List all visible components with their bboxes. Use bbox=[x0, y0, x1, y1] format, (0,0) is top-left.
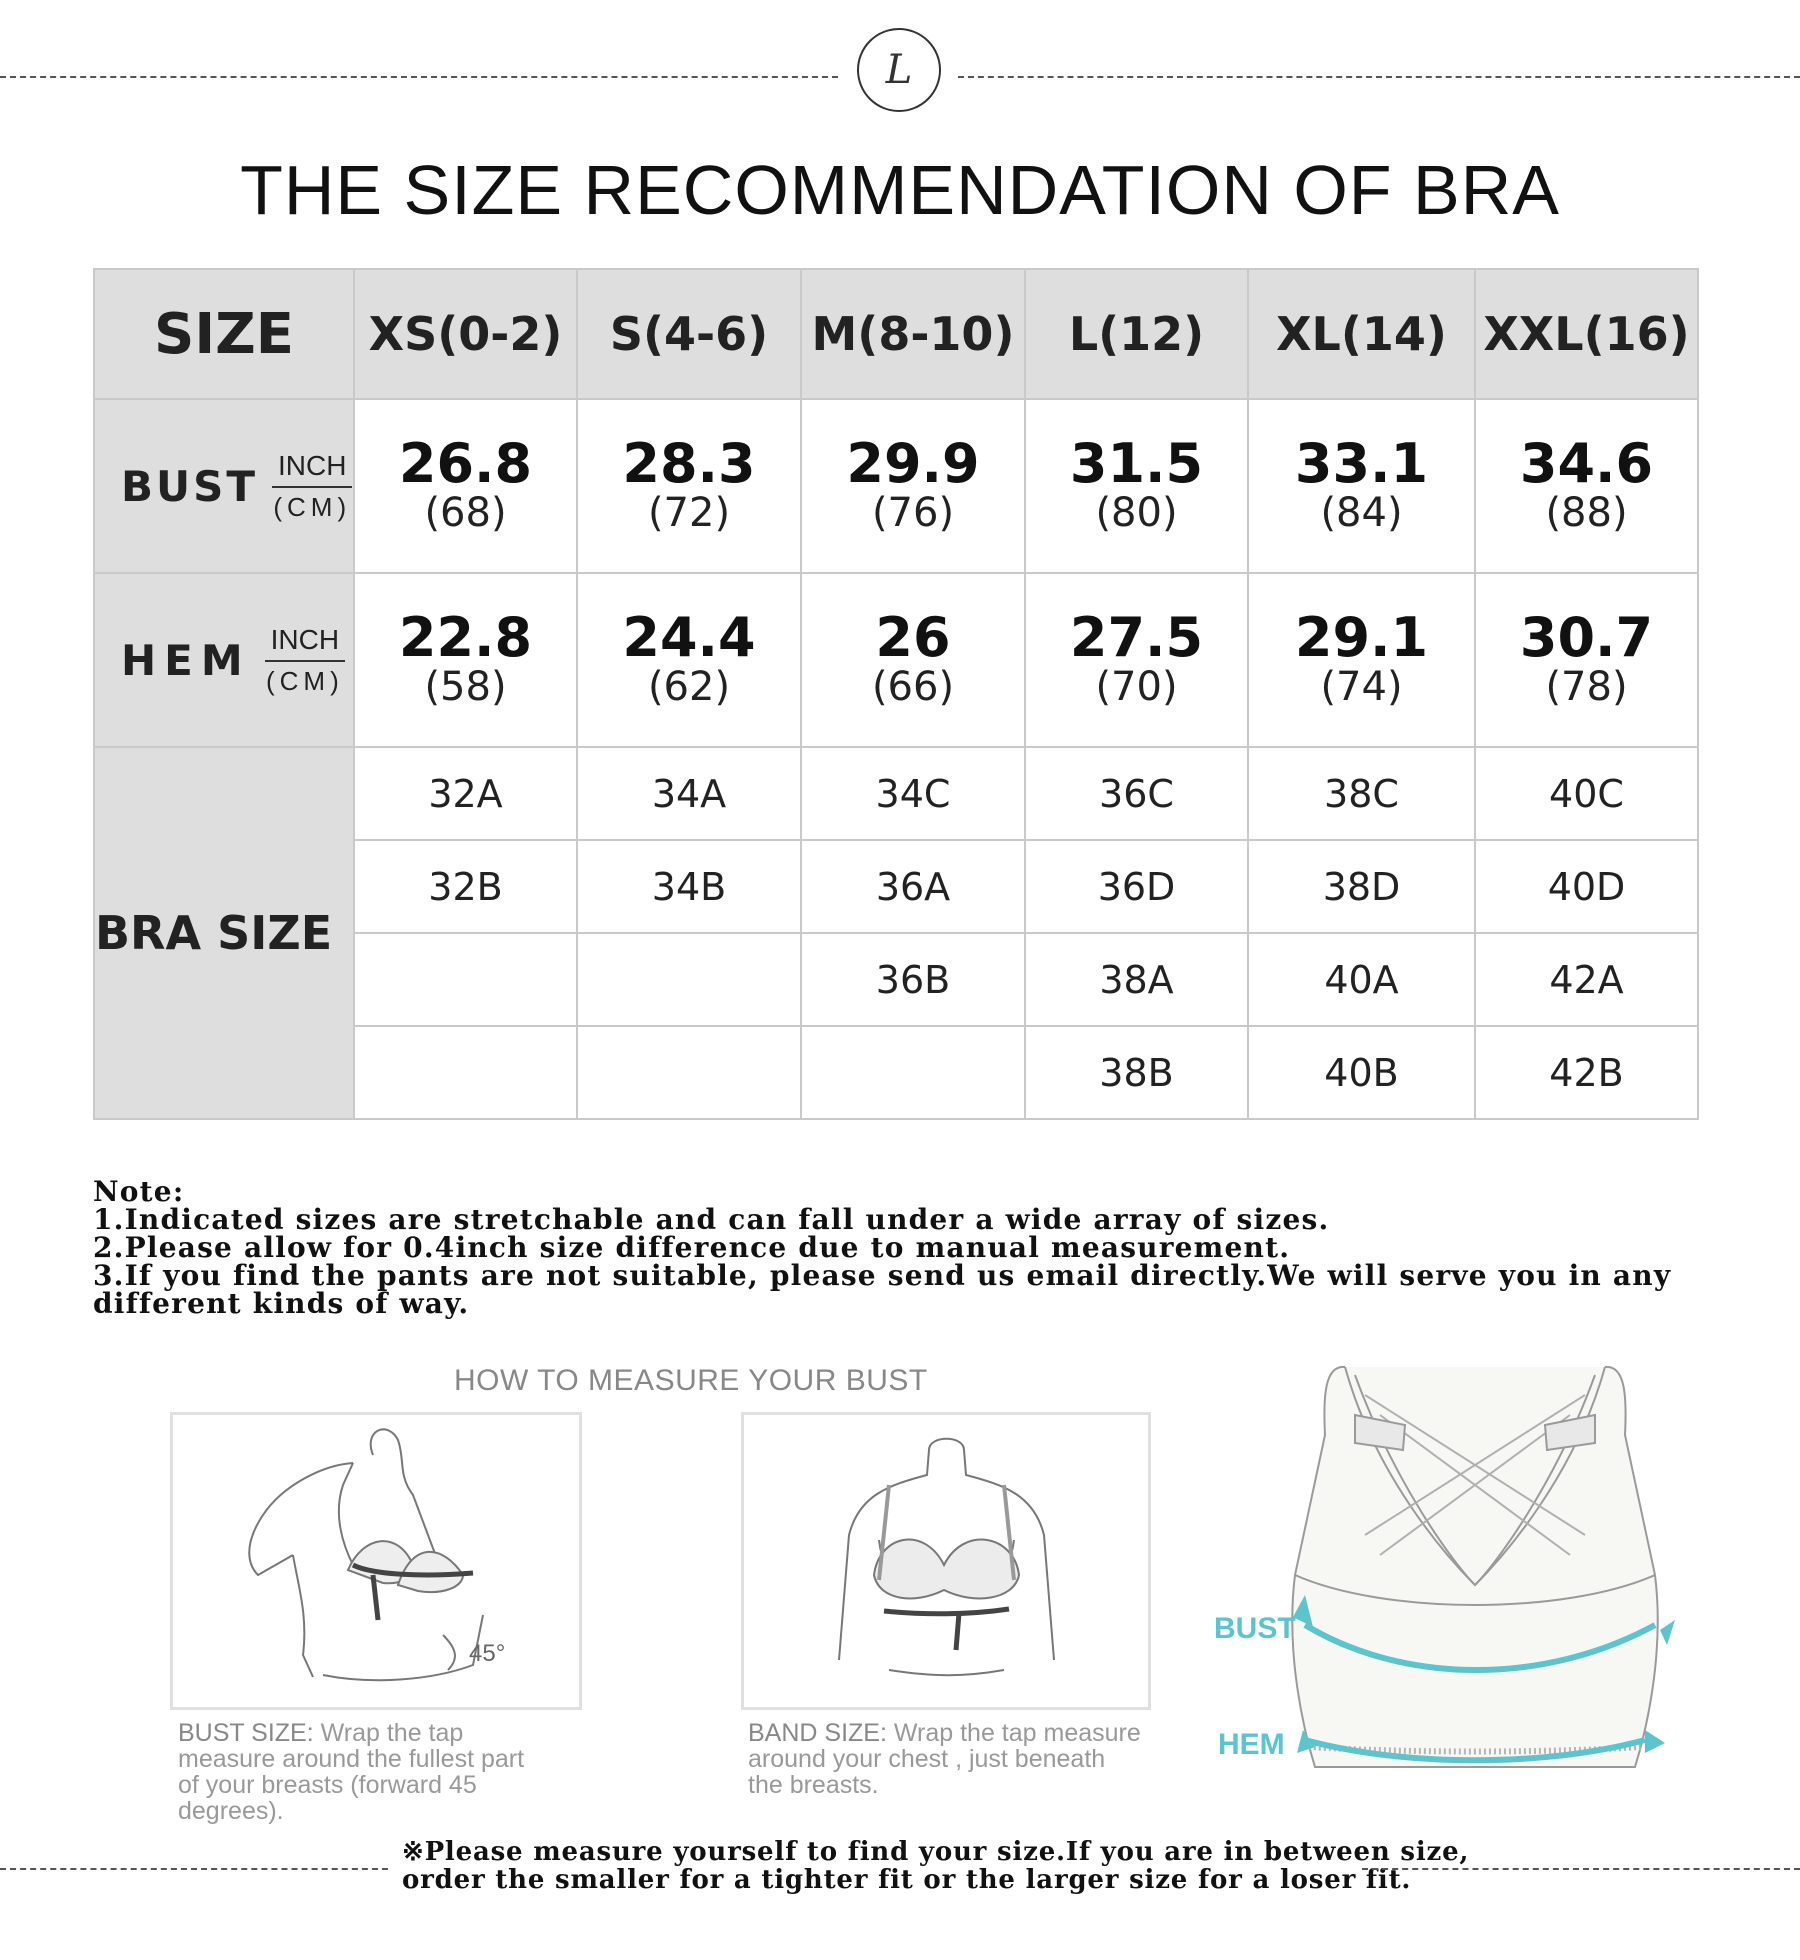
hem-cm-value: (58) bbox=[424, 664, 507, 710]
hem-cell bbox=[354, 573, 577, 747]
bust-caption-line: of your breasts (forward 45 bbox=[178, 1771, 477, 1799]
band-caption-line: Wrap the tap measure bbox=[886, 1719, 1141, 1747]
bust-measure-panel bbox=[170, 1412, 582, 1710]
bust-unit bbox=[272, 450, 352, 523]
header-divider-left bbox=[0, 76, 838, 78]
hem-inch-value: 30.7 bbox=[1519, 606, 1654, 669]
header-divider-right bbox=[958, 76, 1800, 78]
band-caption-title: BAND SIZE: bbox=[748, 1719, 887, 1747]
bra-size-cell: 34B bbox=[577, 840, 801, 933]
bra-size-row bbox=[94, 747, 1698, 840]
size-s: S(4-6) bbox=[577, 269, 801, 399]
bust-cm-value: (76) bbox=[871, 490, 955, 536]
bra-size-cell: 38C bbox=[1248, 747, 1475, 840]
bust-inch-value: 34.6 bbox=[1519, 432, 1654, 495]
bust-cell bbox=[577, 399, 801, 573]
diagram-hem-label: HEM bbox=[1218, 1728, 1285, 1761]
size-xxl: XXL(16) bbox=[1475, 269, 1698, 399]
size-m: M(8-10) bbox=[801, 269, 1025, 399]
bust-unit-cm: (CM) bbox=[273, 491, 352, 522]
bust-cell bbox=[801, 399, 1025, 573]
footer-line: order the smaller for a tighter fit or the larger size for a loser fit. bbox=[402, 1865, 1412, 1895]
bra-size-cell bbox=[354, 933, 577, 1026]
bra-diagram bbox=[1205, 1355, 1745, 1775]
bust-caption-line: degrees). bbox=[178, 1797, 284, 1825]
bust-cm-value: (84) bbox=[1320, 490, 1403, 536]
hem-unit-inch: INCH bbox=[265, 624, 345, 662]
bust-inch-value: 29.9 bbox=[846, 432, 980, 495]
footer-note bbox=[402, 1838, 1469, 1894]
bra-size-cell: 40D bbox=[1475, 840, 1698, 933]
band-measure-illustration bbox=[744, 1415, 1148, 1707]
note-item: 2.Please allow for 0.4inch size difference due to manual measurement. bbox=[93, 1231, 1291, 1264]
brand-logo bbox=[857, 28, 941, 112]
size-table bbox=[93, 268, 1699, 1120]
hem-cm-value: (62) bbox=[647, 664, 731, 710]
notes-block bbox=[93, 1175, 1733, 1320]
bust-unit-inch: INCH bbox=[272, 450, 352, 488]
hem-inch-value: 24.4 bbox=[622, 606, 756, 669]
bust-inch-value: 31.5 bbox=[1069, 432, 1204, 495]
note-item: 3.If you find the pants are not suitable, please send us email directly.We will serve you in any bbox=[93, 1259, 1672, 1292]
bra-size-cell: 36A bbox=[801, 840, 1025, 933]
band-size-caption bbox=[748, 1720, 1168, 1798]
logo-letter: L bbox=[885, 47, 913, 93]
bust-cell bbox=[354, 399, 577, 573]
size-xl: XL(14) bbox=[1248, 269, 1475, 399]
bust-inch-value: 33.1 bbox=[1294, 432, 1429, 495]
diagram-bust-label: BUST bbox=[1214, 1612, 1296, 1645]
band-measure-panel bbox=[741, 1412, 1151, 1710]
band-caption-line: the breasts. bbox=[748, 1771, 879, 1799]
bra-size-cell bbox=[801, 1026, 1025, 1119]
bust-cell bbox=[1475, 399, 1698, 573]
page-title: THE SIZE RECOMMENDATION OF BRA bbox=[240, 151, 1560, 229]
bust-row bbox=[94, 399, 1698, 573]
size-xs: XS(0-2) bbox=[354, 269, 577, 399]
bust-inch-value: 26.8 bbox=[398, 432, 533, 495]
bust-cm-value: (88) bbox=[1545, 490, 1628, 536]
hem-cell bbox=[1025, 573, 1248, 747]
bra-size-cell: 32A bbox=[354, 747, 577, 840]
bust-cell bbox=[1025, 399, 1248, 573]
bra-size-cell: 42A bbox=[1475, 933, 1698, 1026]
bra-size-cell: 40C bbox=[1475, 747, 1698, 840]
hem-unit bbox=[265, 624, 345, 697]
bust-measure-illustration bbox=[173, 1415, 579, 1707]
footer-line: ※Please measure yourself to find your size.If you are in between size, bbox=[402, 1837, 1470, 1867]
measure-heading: HOW TO MEASURE YOUR BUST bbox=[454, 1364, 928, 1397]
hem-cell bbox=[1475, 573, 1698, 747]
hem-cm-value: (74) bbox=[1320, 664, 1403, 710]
size-l: L(12) bbox=[1025, 269, 1248, 399]
bust-size-caption bbox=[178, 1720, 598, 1824]
bra-size-cell: 36B bbox=[801, 933, 1025, 1026]
hem-cm-value: (66) bbox=[871, 664, 955, 710]
bra-size-label: BRA SIZE bbox=[94, 747, 354, 1119]
bust-cm-value: (80) bbox=[1095, 490, 1178, 536]
note-item: 1.Indicated sizes are stretchable and can fall under a wide array of sizes. bbox=[93, 1203, 1330, 1236]
footer-divider-left bbox=[0, 1868, 388, 1870]
band-caption-line: around your chest , just beneath bbox=[748, 1745, 1106, 1773]
hem-unit-cm: (CM) bbox=[265, 665, 344, 696]
footer-divider-right bbox=[1362, 1868, 1800, 1870]
bust-inch-value: 28.3 bbox=[622, 432, 756, 495]
bra-size-cell: 36D bbox=[1025, 840, 1248, 933]
hem-inch-value: 29.1 bbox=[1294, 606, 1429, 669]
hem-inch-value: 22.8 bbox=[398, 606, 533, 669]
bra-size-cell: 34C bbox=[801, 747, 1025, 840]
note-item: different kinds of way. bbox=[93, 1287, 470, 1320]
hem-row-label bbox=[94, 573, 354, 747]
bra-size-cell bbox=[354, 1026, 577, 1119]
bust-caption-line: measure around the fullest part bbox=[178, 1745, 525, 1773]
bra-size-cell: 38B bbox=[1025, 1026, 1248, 1119]
hem-cm-value: (78) bbox=[1545, 664, 1628, 710]
hem-cm-value: (70) bbox=[1095, 664, 1178, 710]
hem-inch-value: 27.5 bbox=[1069, 606, 1204, 669]
bust-label: BUST bbox=[121, 461, 259, 511]
size-label: SIZE bbox=[94, 269, 354, 399]
hem-cell bbox=[1248, 573, 1475, 747]
bra-size-cell bbox=[577, 933, 801, 1026]
bra-size-cell: 34A bbox=[577, 747, 801, 840]
bra-size-cell: 42B bbox=[1475, 1026, 1698, 1119]
bust-cm-value: (72) bbox=[647, 490, 731, 536]
bust-row-label bbox=[94, 399, 354, 573]
bra-size-cell: 38A bbox=[1025, 933, 1248, 1026]
hem-row bbox=[94, 573, 1698, 747]
hem-inch-value: 26 bbox=[875, 606, 951, 669]
bra-size-cell: 38D bbox=[1248, 840, 1475, 933]
bust-caption-title: BUST SIZE: bbox=[178, 1719, 314, 1747]
bust-cm-value: (68) bbox=[424, 490, 507, 536]
angle-label: 45° bbox=[469, 1640, 506, 1667]
size-header-row bbox=[94, 269, 1698, 399]
bust-cell bbox=[1248, 399, 1475, 573]
bra-size-cell: 32B bbox=[354, 840, 577, 933]
hem-cell bbox=[577, 573, 801, 747]
bra-size-cell: 40A bbox=[1248, 933, 1475, 1026]
notes-heading: Note: bbox=[93, 1175, 185, 1208]
bra-size-cell: 40B bbox=[1248, 1026, 1475, 1119]
hem-label: HEM bbox=[121, 635, 251, 685]
bra-size-cell bbox=[577, 1026, 801, 1119]
hem-cell bbox=[801, 573, 1025, 747]
bust-caption-line: Wrap the tap bbox=[313, 1719, 464, 1747]
bra-size-cell: 36C bbox=[1025, 747, 1248, 840]
